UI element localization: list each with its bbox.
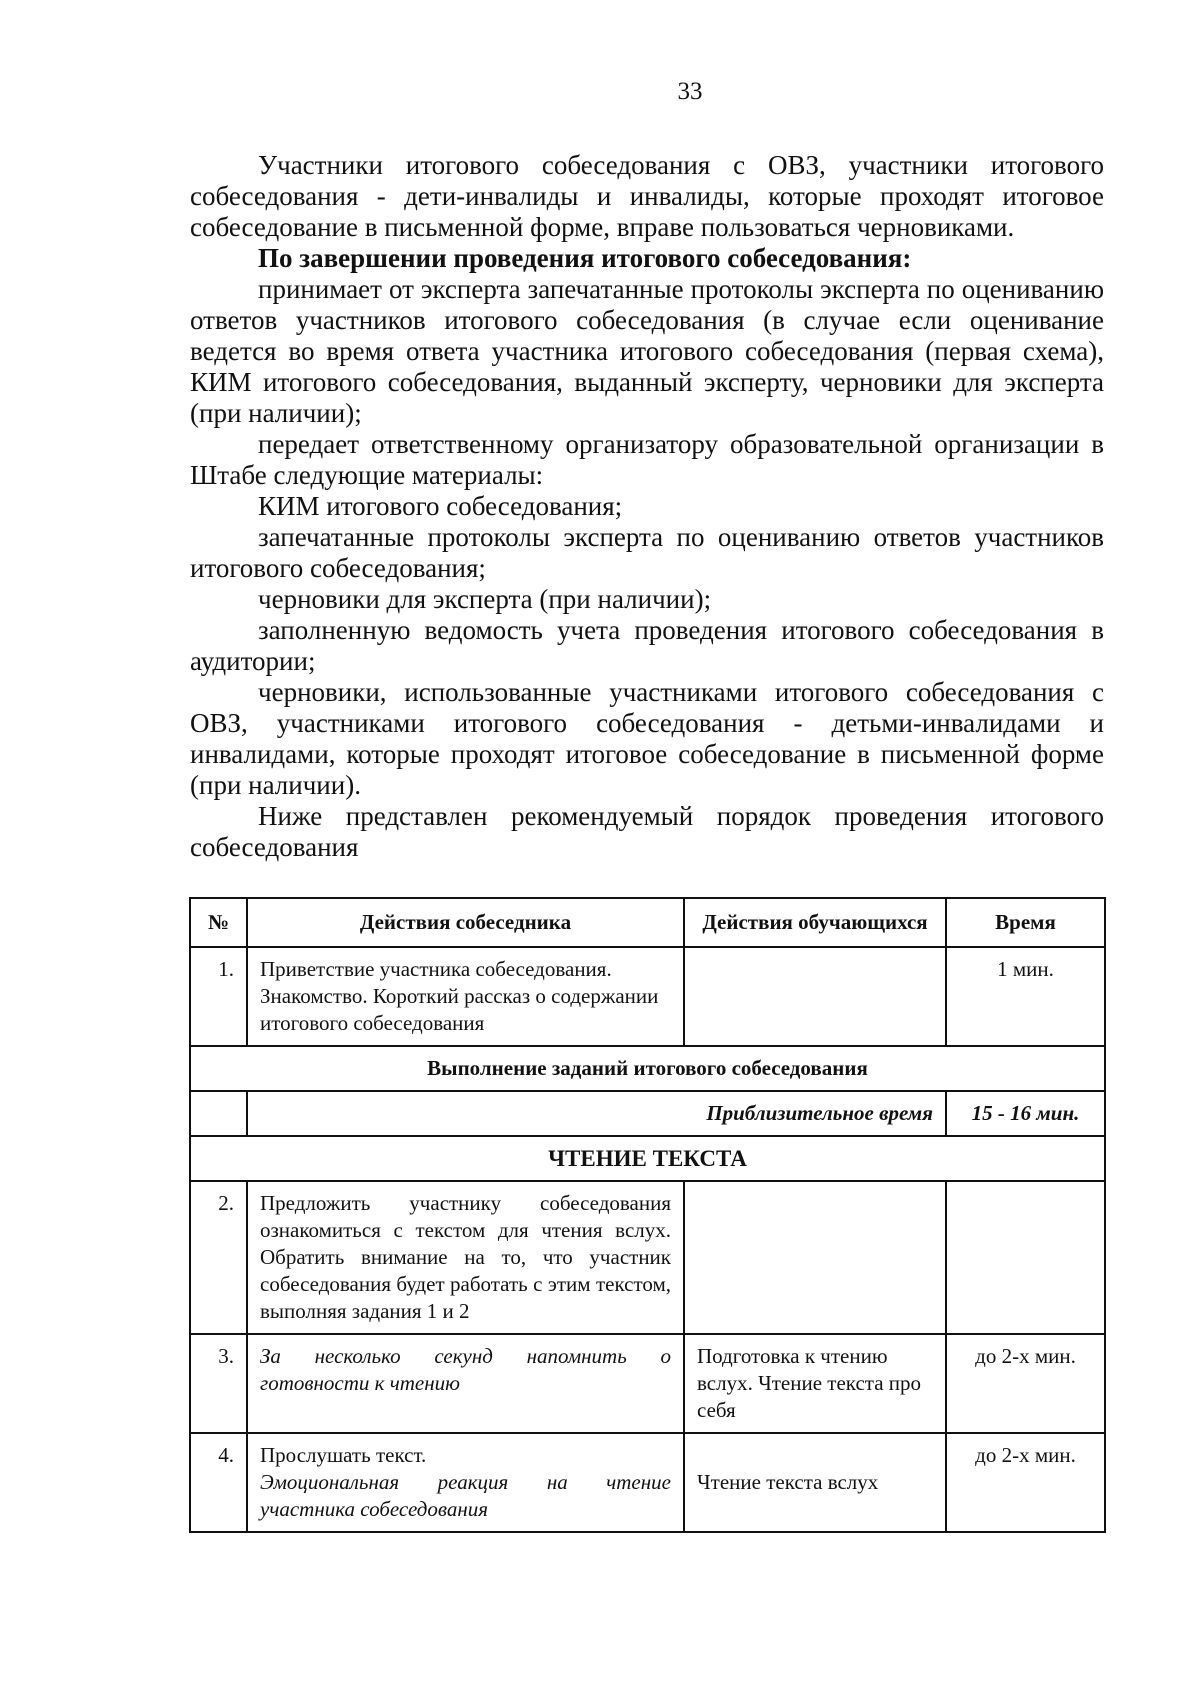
paragraph: Участники итогового собеседования с ОВЗ, участники итогового собеседования - дети-инвалиды и инвалиды, которые проходят итоговое собеседование в письменной форме, вправе пользоваться черновиками. <box>190 150 1104 242</box>
header-interviewer-actions: Действия собеседника <box>247 898 684 947</box>
section-title: Выполнение заданий итогового собеседования <box>190 1046 1105 1091</box>
time-cell: до 2-х мин. <box>946 1334 1105 1433</box>
interviewer-action: За несколько секунд напомнить о готовности к чтению <box>247 1334 684 1433</box>
table-header-row <box>190 898 1105 947</box>
time-cell: до 2-х мин. <box>946 1433 1105 1532</box>
approx-time-row <box>190 1091 1105 1136</box>
interviewer-action-line: Прослушать текст. <box>260 1443 427 1467</box>
paragraph: передает ответственному организатору образовательной организации в Штабе следующие материалы: <box>190 429 1104 490</box>
row-number: 4. <box>190 1433 247 1532</box>
approx-time-label: Приблизительное время <box>247 1091 946 1136</box>
list-item: черновики для эксперта (при наличии); <box>258 584 712 614</box>
interviewer-action: Предложить участнику собеседования ознакомиться с текстом для чтения вслух. Обратить внимание на то, что участник собеседования будет работать с этим текстом, выполняя задания 1 и 2 <box>247 1181 684 1334</box>
student-action <box>684 1181 946 1334</box>
section-row <box>190 1046 1105 1091</box>
student-action: Чтение текста вслух <box>684 1433 946 1532</box>
paragraph: принимает от эксперта запечатанные протоколы эксперта по оцениванию ответов участников итогового собеседования (в случае если оценивание ведется во время ответа участника итогового собеседования (первая схема), КИМ итогового собеседования, выданный эксперту, черновики для эксперта (при наличии); <box>190 274 1104 428</box>
page-number: 33 <box>677 78 703 105</box>
body-text <box>190 150 1104 863</box>
time-cell <box>946 1181 1105 1334</box>
list-item: черновики, использованные участниками итогового собеседования с ОВЗ, участниками итогового собеседования - детьми-инвалидами и инвалидами, которые проходят итоговое собеседование в письменной форме (при наличии). <box>190 677 1104 800</box>
section-row <box>190 1136 1105 1181</box>
table-row <box>190 1334 1105 1433</box>
table-row <box>190 947 1105 1046</box>
table-row <box>190 1433 1105 1532</box>
header-number: № <box>190 898 247 947</box>
student-action: Подготовка к чтению вслух. Чтение текста про себя <box>684 1334 946 1433</box>
student-action <box>684 947 946 1046</box>
list-item: заполненную ведомость учета проведения итогового собеседования в аудитории; <box>190 615 1104 676</box>
table-row <box>190 1181 1105 1334</box>
header-student-actions: Действия обучающихся <box>684 898 946 947</box>
header-time: Время <box>946 898 1105 947</box>
interviewer-action <box>247 1433 684 1532</box>
row-number: 3. <box>190 1334 247 1433</box>
list-item: КИМ итогового собеседования; <box>258 491 623 521</box>
list-item: запечатанные протоколы эксперта по оцениванию ответов участников итогового собеседования; <box>190 522 1104 583</box>
interviewer-action-note: Эмоциональная реакция на чтение участника собеседования <box>260 1470 671 1521</box>
section-title: ЧТЕНИЕ ТЕКСТА <box>190 1136 1105 1181</box>
paragraph: Ниже представлен рекомендуемый порядок проведения итогового собеседования <box>190 801 1104 862</box>
interviewer-action: Приветствие участника собеседования. Знакомство. Короткий рассказ о содержании итогового собеседования <box>247 947 684 1046</box>
time-cell: 1 мин. <box>946 947 1105 1046</box>
approx-time-value: 15 - 16 мин. <box>946 1091 1105 1136</box>
schedule-table <box>189 897 1106 1533</box>
empty-cell <box>190 1091 247 1136</box>
row-number: 2. <box>190 1181 247 1334</box>
row-number: 1. <box>190 947 247 1046</box>
section-heading: По завершении проведения итогового собеседования: <box>258 243 912 273</box>
